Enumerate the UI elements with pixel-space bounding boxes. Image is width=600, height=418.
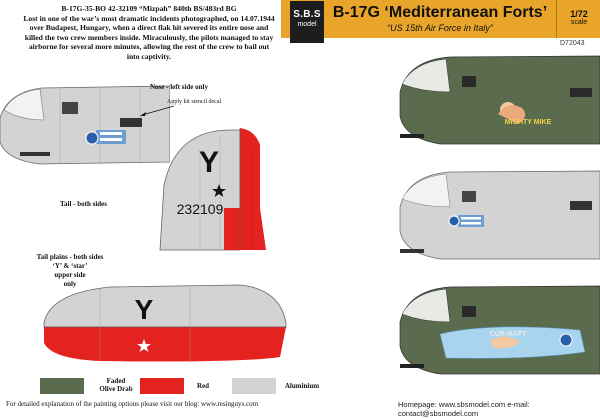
logo-text: S.B.S <box>293 9 321 20</box>
page-title: B-17G ‘Mediterranean Forts’ <box>332 4 548 21</box>
tailplane-caption-line: Tail plains - both sides <box>36 253 104 261</box>
description-line: airborne for several more minutes, allowing the rest of the crew to bail out <box>28 42 270 52</box>
nose-profile-4-illustration <box>380 282 600 377</box>
description-line: killed the two crew members inside. Miraculously, the pilots managed to stay <box>24 32 274 42</box>
footer-blog-note: For detailed explanation of the painting options please visit our blog: www.resinguys.com <box>6 400 259 408</box>
scale-value: 1/72 <box>570 9 588 19</box>
legend-label-olive <box>86 377 146 393</box>
stencil-caption: Apply kit stencil decal <box>167 99 222 105</box>
tail-caption: Tail - both sides <box>60 200 108 208</box>
scale-label: scale <box>570 19 588 26</box>
legend-label-line: Faded <box>106 377 126 385</box>
nose-art-2-name: MIGHTY MIKE <box>504 119 552 126</box>
tailplane-illustration <box>40 283 290 373</box>
legend-swatch-aluminium <box>232 378 276 394</box>
scale-badge <box>556 0 600 38</box>
logo-subtext: model <box>297 21 317 28</box>
legend-swatch-olive <box>40 378 84 394</box>
legend-label-aluminium: Aluminium <box>284 382 320 390</box>
tail-serial: 232109 <box>176 201 224 217</box>
tail-letter: Y <box>198 146 220 179</box>
legend-swatch-red <box>140 378 184 394</box>
legend-label-line: Olive Drab <box>99 385 133 393</box>
tailplane-caption-line: ‘Y’ & ‘star’ <box>52 262 88 270</box>
description-line: over Budapest, Hungary, when a direct flak hit severed its entire nose and <box>29 23 269 33</box>
tailplane-caption-line: only <box>63 280 77 288</box>
nose-caption: Nose - left side only <box>150 83 208 91</box>
nose-profile-3-illustration <box>380 167 600 262</box>
tailplane-letter: Y <box>134 294 154 325</box>
description-line: B-17G-35-BO 42-32109 “Mizpah” 840th BS/483rd BG <box>61 4 237 13</box>
sbs-logo <box>290 1 324 43</box>
legend-label-red: Red <box>196 382 210 390</box>
aircraft-description <box>18 4 280 62</box>
tailplane-caption-line: upper side <box>54 271 86 279</box>
description-line: Lost in one of the war’s most dramatic incidents photographed, on 14.07.1944 <box>23 13 275 23</box>
color-legend <box>0 372 360 400</box>
description-line: into captivity. <box>126 51 172 61</box>
tail-fin-illustration <box>120 90 280 255</box>
product-code: D72043 <box>560 40 585 47</box>
page-subtitle: “US 15th Air Force in Italy” <box>387 23 493 33</box>
nose-art-4-name: CUR-RAPT <box>489 331 527 338</box>
nose-profile-2-illustration <box>380 52 600 147</box>
footer-contact: Homepage: www.sbsmodel.com e-mail: contact@sbsmodel.com <box>398 400 530 418</box>
